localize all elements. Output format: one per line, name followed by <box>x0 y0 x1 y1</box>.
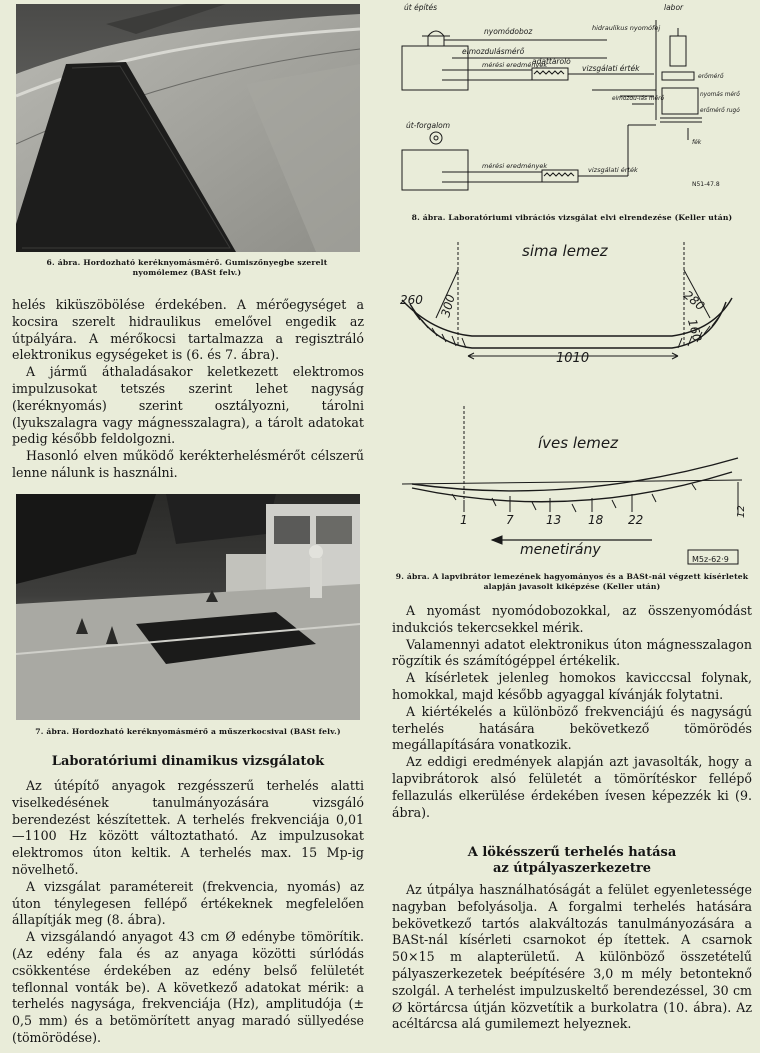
figure-9-diagram <box>392 232 752 570</box>
label-menetirany: menetirány <box>520 542 601 558</box>
section-title-lab-dynamic-tests: Laboratóriumi dinamikus vizsgálatok <box>51 754 325 769</box>
paragraph: A nyomást nyomódobozokkal, az összenyomódást indukciós tekercsekkel mérik. <box>392 603 752 635</box>
section-2-body <box>392 882 752 1033</box>
label-fek: fék <box>692 139 702 146</box>
figure-8-caption: 8. ábra. Laboratóriumi vibrációs vizsgálat elvi elrendezése (Keller után) <box>411 213 733 222</box>
tick-label: 18 <box>588 513 604 527</box>
label-ut-forgalom: út-forgalom <box>406 121 451 130</box>
figure-8-code: Ν51-47.8 <box>692 181 720 188</box>
figure-9-code: Μ5z-62·9 <box>692 555 729 564</box>
figure-6-caption: 6. ábra. Hordozható keréknyomásmérő. Gumiszőnyegbe szerelt nyomólemez (BASt felv.) <box>46 258 328 277</box>
label-nyomas-mero: nyomás mérő <box>700 92 740 98</box>
paragraph: Az eddigi eredmények alapján azt javasolták, hogy a lapvibrátorok alsó felületét a tömörítéskor fellépő fellazulás elkerülése érdekében ívesen képezzék ki (9. ábra). <box>392 754 752 820</box>
tick-label: 1 <box>460 513 468 527</box>
measuring-drum <box>428 31 444 46</box>
section-title-line-1: A lökésszerű terhelés hatása <box>467 845 677 860</box>
figure-6-image <box>16 4 360 252</box>
section-1-body <box>12 778 364 1047</box>
dim-260: 260 <box>400 293 423 307</box>
figure-7-photo <box>16 494 360 720</box>
data-storage-box-2 <box>542 170 578 182</box>
label-vizsgalati-ertek: vizsgálati érték <box>582 64 640 73</box>
figure-6-photo <box>16 4 360 252</box>
section-title-impact-load <box>392 845 752 877</box>
lab-sample <box>662 88 698 114</box>
label-hidraulikus-nyomofej: hidraulikus nyomófej <box>592 24 661 32</box>
paragraph: A kísérletek jelenleg homokos kavicccsal folynak, homokkal, majd később agyaggal kívánják folytatni. <box>392 670 752 702</box>
label-adattarolo: adattároló <box>532 57 571 66</box>
left-text-block-1 <box>12 297 364 482</box>
figure-7-image <box>16 494 360 720</box>
dim-12: 12 <box>736 505 747 518</box>
label-ut-epites: út építés <box>404 3 437 12</box>
paragraph: Hasonló elven működő kerékterhelésmérőt célszerű lenne nálunk is használni. <box>12 448 364 480</box>
force-meter <box>662 72 694 80</box>
paragraph: Az útpálya használhatóságát a felület egyenletessége nagyban befolyásolja. A forgalmi terhelés hatására bekövetkező tartós alakváltozás tanulmányozására a BASt-nál kísérleti csarnokot ép ítettek. A csarnok 50×15 m alapterületű. A különböző összetételű pályaszerkezetek beépítésére 3,0 m mély betonteknő szolgál. A terhelést impulzuskeltő berendezéssel, 30 cm Ø körtárcsa útján közvetítik a burkolatra (10. ábra). Az acéltárcsa alá gumilemezt helyeznek. <box>392 882 752 1032</box>
soil-block-bottom <box>402 150 468 190</box>
paragraph: helés kiküszöbölése érdekében. A mérőegységet a kocsira szerelt hidraulikus emelővel engedik az útpályára. A mérőkocsi tartalmazza a regisztráló elektronikus egységeket is (6. és 7. ábra). <box>12 297 364 363</box>
label-meresi-eredmenyek-2: mérési eredmények <box>482 162 548 170</box>
tick-label: 22 <box>628 513 644 527</box>
data-storage-box <box>532 68 568 80</box>
label-eromero: erőmérő <box>698 73 724 80</box>
dim-280: 280 <box>680 287 708 314</box>
paragraph: Valamennyi adatot elektronikus úton mágnesszalagon rögzítik és számítógéppel értékelik. <box>392 636 752 669</box>
figure-7-caption: 7. ábra. Hordozható keréknyomásmérő a műszerkocsival (BASt felv.) <box>35 727 341 736</box>
label-elmozdulasmero: elmozdulásmérő <box>462 47 525 56</box>
paragraph: Az útépítő anyagok rezgésszerű terhelés alatti viselkedésének tanulmányozására vizsgáló berendezést készítettek. A terhelés frekvenciája 0,01—1100 Hz között változtatható. Az impulzusokat elektromos úton keltik. A terhelés max. 15 Mp-ig növelhető. <box>12 778 364 877</box>
paragraph: A kiértékelés a különböző frekvenciájú és nagyságú terhelés hatására bekövetkező tömörödés megállapítására vonatkozik. <box>392 703 752 753</box>
label-eromero-rugo: erőmérő rugó <box>700 108 740 114</box>
tick-label: 7 <box>506 513 514 527</box>
hydraulic-head <box>670 36 686 66</box>
figure-9-caption: 9. ábra. A lapvibrátor lemezének hagyományos és a BASt-nál végzett kísérletek alapján javasolt kiképzése (Keller után) <box>395 572 749 591</box>
label-meresi-eredmenyek: mérési eredmények <box>482 61 548 69</box>
dim-300: 300 <box>438 292 458 319</box>
label-elmozdulas-mero: elmozdu-lás mérő <box>612 96 665 102</box>
paragraph: A vizsgálat paramétereit (frekvencia, nyomás) az úton ténylegesen fellépő értékeknek megfelelően állapítják meg (8. ábra). <box>12 878 364 928</box>
label-sima-lemez: sima lemez <box>522 242 608 260</box>
soil-block-top <box>402 46 468 90</box>
label-vizsgalati-ertek-2: vizsgálati érték <box>588 166 638 174</box>
right-text-block-1 <box>392 603 752 821</box>
paragraph: A vizsgálandó anyagot 43 cm Ø edénybe tömörítik. (Az edény fala és az anyaga közötti súrlódás csökkentése érdekében az edény belső felületét teflonnal vonták be). A következő adatokat mérik: a terhelés nagysága, frekvenciája (Hz), amplitudója (± 0,5 mm) és a betömörített anyag maradó süllyedése (tömörödése). <box>12 929 364 1045</box>
paragraph: A jármű áthaladásakor keletkezett elektromos impulzusokat tetszés szerint lehet nagyság (keréknyomás) szerint osztályozni, tárolni (lyukszalagra vagy mágnesszalagra), a tárolt adatokat pedig később feldolgozni. <box>12 364 364 447</box>
tick-label: 13 <box>546 513 562 527</box>
dim-160: 160 <box>685 317 705 344</box>
label-ives-lemez: íves lemez <box>538 434 618 452</box>
figure-8-diagram <box>392 0 752 205</box>
dim-1010: 1010 <box>556 351 590 366</box>
label-nyomodoboz: nyomódoboz <box>484 27 533 36</box>
section-title-line-2: az útpályaszerkezetre <box>492 861 652 876</box>
label-labor: labor <box>664 3 684 12</box>
